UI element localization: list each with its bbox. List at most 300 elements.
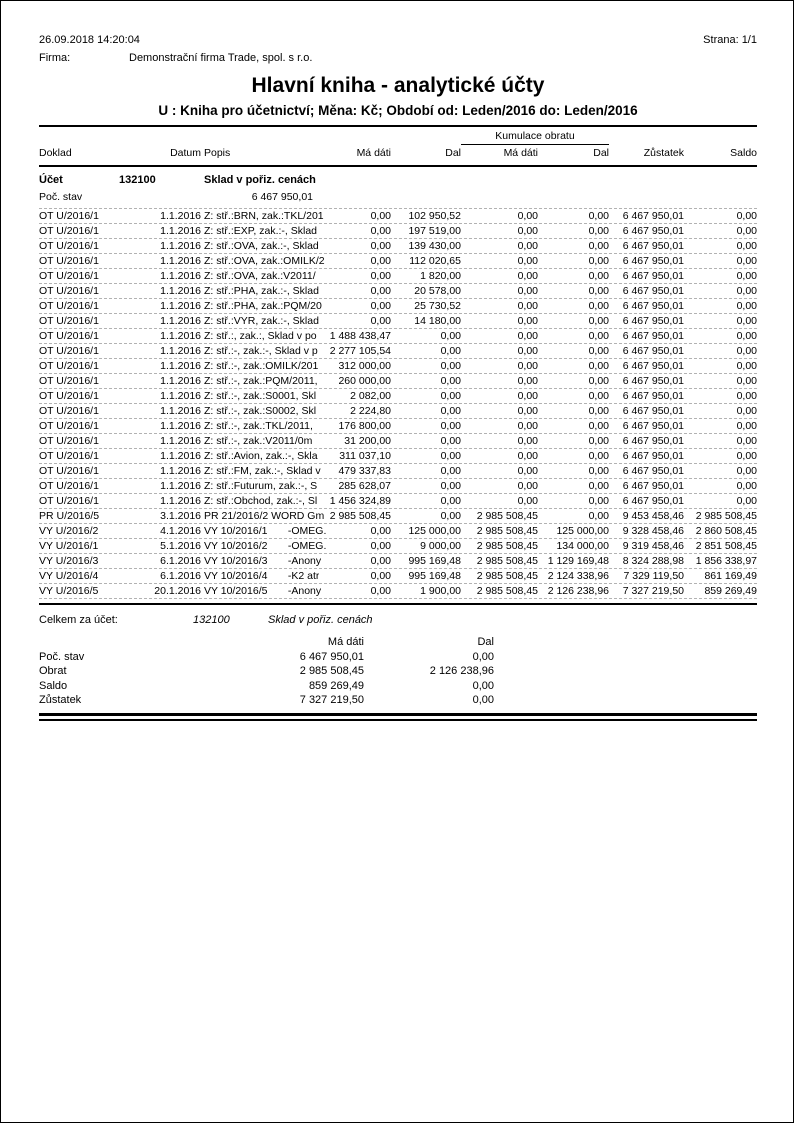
cell-popis: Z: stř.:-, zak.:S0001, Skl <box>204 390 317 402</box>
cell-popis-ma-dati-group <box>204 299 391 313</box>
cell-popis-ma-dati-group <box>204 344 391 358</box>
cell-ma-dati: 31 200,00 <box>344 435 391 447</box>
cell-kum-ma-dati: 0,00 <box>517 480 538 492</box>
cell-dal: 0,00 <box>440 345 461 357</box>
cell-popis-ma-dati-group <box>204 209 391 223</box>
table-row <box>39 254 757 269</box>
cell-popis-ma-dati-group <box>204 584 391 598</box>
cell-kum-dal: 0,00 <box>588 240 609 252</box>
cell-doklad: OT U/2016/1 <box>39 270 99 282</box>
cell-doklad: VY U/2016/2 <box>39 525 99 537</box>
cell-ma-dati: 479 337,83 <box>338 465 391 477</box>
summary-row-dal: 2 126 238,96 <box>429 665 494 677</box>
table-row <box>39 479 757 494</box>
cell-popis: Z: stř.:OVA, zak.:OMILK/2 <box>204 255 325 267</box>
cell-ma-dati: 0,00 <box>370 255 391 267</box>
cell-popis-ma-dati-group <box>204 419 391 433</box>
cell-kum-ma-dati: 2 985 508,45 <box>476 525 538 537</box>
cell-kum-ma-dati: 0,00 <box>517 255 538 267</box>
cell-saldo: 0,00 <box>736 480 757 492</box>
cell-dal: 0,00 <box>440 390 461 402</box>
cell-ma-dati: 2 985 508,45 <box>329 510 391 522</box>
cell-kum-dal: 0,00 <box>588 300 609 312</box>
cell-popis: Z: stř.:Futurum, zak.:-, S <box>204 480 318 492</box>
cell-popis-ma-dati-group <box>204 554 391 568</box>
cell-zustatek: 6 467 950,01 <box>622 405 684 417</box>
cell-kum-dal: 1 129 169,48 <box>547 555 609 567</box>
table-row <box>39 569 757 584</box>
table-row <box>39 389 757 404</box>
cell-ma-dati: 260 000,00 <box>338 375 391 387</box>
cell-doklad: OT U/2016/1 <box>39 420 99 432</box>
summary-row-dal: 0,00 <box>472 694 494 706</box>
table-row <box>39 299 757 314</box>
divider-under-headers <box>39 165 757 167</box>
cell-datum: 1.1.2016 <box>160 420 201 432</box>
cell-doklad: OT U/2016/1 <box>39 405 99 417</box>
cell-kum-ma-dati: 0,00 <box>517 270 538 282</box>
cell-zustatek: 6 467 950,01 <box>622 255 684 267</box>
cell-zustatek: 6 467 950,01 <box>622 480 684 492</box>
cell-kum-ma-dati: 0,00 <box>517 375 538 387</box>
cell-kum-ma-dati: 2 985 508,45 <box>476 540 538 552</box>
divider-bottom-double <box>39 713 757 721</box>
cell-dal: 0,00 <box>440 405 461 417</box>
cell-zustatek: 9 453 458,46 <box>622 510 684 522</box>
cell-datum: 3.1.2016 <box>160 510 201 522</box>
report-subtitle: U : Kniha pro účetnictví; Měna: Kč; Období od: Leden/2016 do: Leden/2016 <box>158 103 638 118</box>
cell-kum-ma-dati: 0,00 <box>517 495 538 507</box>
cell-zustatek: 6 467 950,01 <box>622 270 684 282</box>
cell-kum-ma-dati: 0,00 <box>517 225 538 237</box>
cell-ma-dati: 285 628,07 <box>338 480 391 492</box>
cell-saldo: 0,00 <box>736 315 757 327</box>
cell-doklad: OT U/2016/1 <box>39 210 99 222</box>
summary-row <box>39 664 757 679</box>
cell-ma-dati: 1 488 438,47 <box>329 330 391 342</box>
cell-dal: 0,00 <box>440 495 461 507</box>
cell-saldo: 0,00 <box>736 225 757 237</box>
table-row <box>39 464 757 479</box>
cell-doklad: OT U/2016/1 <box>39 240 99 252</box>
cell-kum-dal: 0,00 <box>588 450 609 462</box>
cell-datum: 1.1.2016 <box>160 330 201 342</box>
table-row <box>39 209 757 224</box>
cell-kum-dal: 0,00 <box>588 315 609 327</box>
cell-popis: Z: stř.:EXP, zak.:-, Sklad <box>204 225 318 237</box>
cell-saldo: 0,00 <box>736 285 757 297</box>
cell-dal: 0,00 <box>440 510 461 522</box>
cell-kum-dal: 0,00 <box>588 225 609 237</box>
cell-popis-ma-dati-group <box>204 479 391 493</box>
cell-doklad: OT U/2016/1 <box>39 255 99 267</box>
table-row <box>39 239 757 254</box>
table-row <box>39 584 757 599</box>
cell-doklad: OT U/2016/1 <box>39 285 99 297</box>
cell-saldo: 0,00 <box>736 495 757 507</box>
cell-popis: VY 10/2016/4 -K2 atr <box>204 570 320 582</box>
account-label: Účet <box>39 174 63 186</box>
cell-saldo: 0,00 <box>736 375 757 387</box>
cell-ma-dati: 2 082,00 <box>350 390 391 402</box>
cell-popis: Z: stř.:PHA, zak.:-, Sklad <box>204 285 319 297</box>
account-name: Sklad v pořiz. cenách <box>204 174 316 186</box>
summary-row <box>39 650 757 665</box>
cell-datum: 1.1.2016 <box>160 435 201 447</box>
cell-ma-dati: 0,00 <box>370 300 391 312</box>
cell-kum-dal: 134 000,00 <box>556 540 609 552</box>
firm-name: Demonstrační firma Trade, spol. s r.o. <box>129 52 313 64</box>
cell-kum-dal: 0,00 <box>588 390 609 402</box>
table-row <box>39 419 757 434</box>
cell-saldo: 2 860 508,45 <box>695 525 757 537</box>
cell-zustatek: 6 467 950,01 <box>622 375 684 387</box>
print-timestamp: 26.09.2018 14:20:04 <box>39 34 140 46</box>
cell-popis-ma-dati-group <box>204 239 391 253</box>
opening-balance-row <box>39 190 757 205</box>
cell-kum-dal: 125 000,00 <box>556 525 609 537</box>
table-row <box>39 524 757 539</box>
cell-zustatek: 6 467 950,01 <box>622 300 684 312</box>
cell-zustatek: 6 467 950,01 <box>622 240 684 252</box>
cell-popis-ma-dati-group <box>204 464 391 478</box>
cell-saldo: 0,00 <box>736 240 757 252</box>
cell-saldo: 0,00 <box>736 420 757 432</box>
cell-popis-ma-dati-group <box>204 374 391 388</box>
summary-rows <box>39 650 757 708</box>
group-header-spacer <box>39 129 461 145</box>
cell-popis-ma-dati-group <box>204 449 391 463</box>
cell-saldo: 0,00 <box>736 255 757 267</box>
cell-saldo: 2 985 508,45 <box>695 510 757 522</box>
cell-dal: 1 820,00 <box>420 270 461 282</box>
cell-datum: 1.1.2016 <box>160 375 201 387</box>
col-header-popis: Popis <box>204 147 231 159</box>
cell-ma-dati: 176 800,00 <box>338 420 391 432</box>
cell-datum: 1.1.2016 <box>160 315 201 327</box>
cell-doklad: OT U/2016/1 <box>39 390 99 402</box>
account-row <box>39 173 757 188</box>
cell-zustatek: 6 467 950,01 <box>622 435 684 447</box>
cell-dal: 112 020,65 <box>409 255 461 267</box>
cell-kum-ma-dati: 2 985 508,45 <box>476 585 538 597</box>
summary-row-ma-dati: 859 269,49 <box>308 679 364 692</box>
report-meta-row <box>39 33 757 48</box>
col-header-ma-dati: Má dáti <box>356 147 391 159</box>
summary-header-row <box>39 635 757 650</box>
cell-popis: Z: stř.:VYR, zak.:-, Sklad <box>204 315 319 327</box>
cell-zustatek: 6 467 950,01 <box>622 210 684 222</box>
table-row <box>39 374 757 389</box>
cell-datum: 1.1.2016 <box>160 285 201 297</box>
opening-balance-label: Poč. stav <box>39 191 83 203</box>
cell-kum-ma-dati: 2 985 508,45 <box>476 510 538 522</box>
cell-zustatek: 9 328 458,46 <box>622 525 684 537</box>
cell-ma-dati: 0,00 <box>370 210 391 222</box>
cell-doklad: OT U/2016/1 <box>39 345 99 357</box>
summary-row-ma-dati: 7 327 219,50 <box>299 694 364 706</box>
cell-popis: Z: stř.:Obchod, zak.:-, Sl <box>204 495 318 507</box>
summary-row-dal: 0,00 <box>472 679 494 692</box>
cell-datum: 6.1.2016 <box>160 570 201 582</box>
cell-saldo: 0,00 <box>736 450 757 462</box>
cell-dal: 995 169,48 <box>408 555 461 567</box>
col-header-group <box>204 146 391 162</box>
table-row <box>39 449 757 464</box>
cell-popis-ma-dati-group <box>204 314 391 328</box>
cell-kum-dal: 0,00 <box>588 510 609 522</box>
cell-doklad: OT U/2016/1 <box>39 435 99 447</box>
cell-dal: 125 000,00 <box>408 525 461 537</box>
table-row <box>39 269 757 284</box>
cell-dal: 14 180,00 <box>414 315 461 327</box>
cell-kum-ma-dati: 0,00 <box>517 405 538 417</box>
cell-kum-dal: 0,00 <box>588 405 609 417</box>
cell-zustatek: 6 467 950,01 <box>622 465 684 477</box>
table-row <box>39 509 757 524</box>
cell-kum-dal: 0,00 <box>588 480 609 492</box>
cell-datum: 1.1.2016 <box>160 210 201 222</box>
cell-popis: PR 21/2016/2 WORD Gm <box>204 510 325 522</box>
table-row <box>39 284 757 299</box>
cell-popis: Z: stř.:FM, zak.:-, Sklad v <box>204 465 321 477</box>
cell-datum: 1.1.2016 <box>160 405 201 417</box>
cell-kum-ma-dati: 2 985 508,45 <box>476 570 538 582</box>
table-row <box>39 404 757 419</box>
cell-saldo: 0,00 <box>736 300 757 312</box>
cell-dal: 0,00 <box>440 450 461 462</box>
cell-kum-ma-dati: 0,00 <box>517 330 538 342</box>
cell-zustatek: 6 467 950,01 <box>622 360 684 372</box>
cell-kum-dal: 0,00 <box>588 435 609 447</box>
col-header-kum-dal: Dal <box>593 147 609 159</box>
cell-popis: Z: stř.:PHA, zak.:PQM/20 <box>204 300 322 312</box>
col-header-doklad: Doklad <box>39 147 72 159</box>
cell-kum-dal: 2 126 238,96 <box>547 585 609 597</box>
cell-kum-dal: 0,00 <box>588 210 609 222</box>
cell-popis-ma-dati-group <box>204 389 391 403</box>
cell-kum-dal: 0,00 <box>588 255 609 267</box>
cell-dal: 139 430,00 <box>408 240 461 252</box>
cell-datum: 1.1.2016 <box>160 270 201 282</box>
summary-row-dal: 0,00 <box>472 650 494 663</box>
cell-dal: 0,00 <box>440 360 461 372</box>
cell-dal: 0,00 <box>440 465 461 477</box>
page-number: Strana: 1/1 <box>703 34 757 46</box>
cell-zustatek: 7 327 219,50 <box>622 585 684 597</box>
cell-saldo: 2 851 508,45 <box>695 540 757 552</box>
cell-popis: VY 10/2016/5 -Anony <box>204 585 322 597</box>
cell-popis: VY 10/2016/2 -OMEG. <box>204 540 327 552</box>
cell-saldo: 0,00 <box>736 405 757 417</box>
cell-doklad: OT U/2016/1 <box>39 465 99 477</box>
cell-saldo: 0,00 <box>736 330 757 342</box>
summary-row-label: Zůstatek <box>39 694 82 706</box>
cell-doklad: PR U/2016/5 <box>39 510 100 522</box>
cell-datum: 1.1.2016 <box>160 345 201 357</box>
cell-kum-ma-dati: 0,00 <box>517 240 538 252</box>
cell-kum-ma-dati: 0,00 <box>517 435 538 447</box>
cell-doklad: VY U/2016/3 <box>39 555 99 567</box>
cell-datum: 5.1.2016 <box>160 540 201 552</box>
cell-zustatek: 7 329 119,50 <box>623 570 684 582</box>
cell-saldo: 0,00 <box>736 270 757 282</box>
firm-label: Firma: <box>39 52 71 64</box>
cell-dal: 1 900,00 <box>420 585 461 597</box>
cell-doklad: OT U/2016/1 <box>39 480 99 492</box>
cell-doklad: OT U/2016/1 <box>39 495 99 507</box>
cell-popis: Z: stř.:-, zak.:TKL/2011, <box>204 420 313 432</box>
summary-row-ma-dati: 2 985 508,45 <box>299 665 364 677</box>
cell-doklad: VY U/2016/4 <box>39 570 99 582</box>
cell-doklad: OT U/2016/1 <box>39 360 99 372</box>
group-header-row <box>39 129 757 145</box>
cell-popis: Z: stř.:OVA, zak.:V2011/ <box>204 270 316 282</box>
cell-popis: Z: stř.:Avion, zak.:-, Skla <box>204 450 318 462</box>
cell-datum: 1.1.2016 <box>160 390 201 402</box>
divider-above-summary <box>39 603 757 605</box>
group-header-kumulace: Kumulace obratu <box>461 129 609 145</box>
cell-doklad: OT U/2016/1 <box>39 300 99 312</box>
cell-kum-dal: 2 124 338,96 <box>547 570 609 582</box>
cell-datum: 1.1.2016 <box>160 255 201 267</box>
cell-doklad: VY U/2016/5 <box>39 585 99 597</box>
summary-row-label: Poč. stav <box>39 650 85 663</box>
cell-ma-dati: 0,00 <box>370 525 391 537</box>
cell-popis-ma-dati-group <box>204 434 391 448</box>
cell-dal: 0,00 <box>440 435 461 447</box>
col-header-dal: Dal <box>445 147 461 159</box>
cell-ma-dati: 0,00 <box>370 240 391 252</box>
cell-datum: 1.1.2016 <box>160 480 201 492</box>
cell-kum-dal: 0,00 <box>588 465 609 477</box>
col-header-saldo: Saldo <box>730 147 757 159</box>
cell-kum-dal: 0,00 <box>588 360 609 372</box>
cell-kum-ma-dati: 0,00 <box>517 300 538 312</box>
cell-datum: 1.1.2016 <box>160 240 201 252</box>
cell-popis-ma-dati-group <box>204 569 391 583</box>
cell-popis-ma-dati-group <box>204 524 391 538</box>
cell-datum: 1.1.2016 <box>160 495 201 507</box>
cell-zustatek: 6 467 950,01 <box>622 330 684 342</box>
cell-saldo: 0,00 <box>736 435 757 447</box>
cell-ma-dati: 1 456 324,89 <box>329 495 391 507</box>
cell-dal: 995 169,48 <box>408 570 461 582</box>
cell-kum-ma-dati: 0,00 <box>517 390 538 402</box>
cell-dal: 25 730,52 <box>414 300 461 312</box>
summary-col-dal: Dal <box>477 636 494 648</box>
summary-row-ma-dati: 6 467 950,01 <box>299 650 364 663</box>
cell-kum-ma-dati: 2 985 508,45 <box>476 555 538 567</box>
cell-saldo: 0,00 <box>736 345 757 357</box>
firm-row <box>39 51 757 66</box>
cell-popis-ma-dati-group <box>204 404 391 418</box>
cell-kum-ma-dati: 0,00 <box>517 450 538 462</box>
cell-kum-dal: 0,00 <box>588 270 609 282</box>
cell-ma-dati: 2 224,80 <box>350 405 391 417</box>
cell-dal: 102 950,52 <box>408 210 461 222</box>
cell-popis-ma-dati-group <box>204 539 391 553</box>
cell-datum: 1.1.2016 <box>160 465 201 477</box>
cell-saldo: 0,00 <box>736 210 757 222</box>
cell-kum-ma-dati: 0,00 <box>517 210 538 222</box>
summary-header-spacer <box>39 635 193 650</box>
cell-popis: Z: stř.:-, zak.:V2011/0m <box>204 435 313 447</box>
cell-kum-dal: 0,00 <box>588 375 609 387</box>
cell-dal: 0,00 <box>440 375 461 387</box>
cell-popis-ma-dati-group <box>204 494 391 508</box>
cell-ma-dati: 0,00 <box>370 540 391 552</box>
cell-ma-dati: 312 000,00 <box>338 360 391 372</box>
cell-saldo: 861 169,49 <box>704 570 757 582</box>
cell-ma-dati: 0,00 <box>370 570 391 582</box>
table-row <box>39 494 757 509</box>
cell-zustatek: 6 467 950,01 <box>622 450 684 462</box>
cell-ma-dati: 0,00 <box>370 270 391 282</box>
cell-ma-dati: 0,00 <box>370 285 391 297</box>
summary-account-name: Sklad v pořiz. cenách <box>268 614 373 626</box>
col-header-kum-ma-dati: Má dáti <box>503 147 538 159</box>
cell-popis: Z: stř.:-, zak.:OMILK/201 <box>204 360 319 372</box>
cell-popis-ma-dati-group <box>204 269 391 283</box>
cell-popis-ma-dati-group <box>204 329 391 343</box>
cell-kum-ma-dati: 0,00 <box>517 285 538 297</box>
cell-dal: 0,00 <box>440 420 461 432</box>
cell-ma-dati: 311 037,10 <box>339 450 391 462</box>
cell-doklad: OT U/2016/1 <box>39 225 99 237</box>
account-number: 132100 <box>119 174 156 186</box>
cell-saldo: 0,00 <box>736 465 757 477</box>
cell-ma-dati: 0,00 <box>370 225 391 237</box>
cell-zustatek: 6 467 950,01 <box>622 285 684 297</box>
cell-popis: Z: stř.:-, zak.:PQM/2011, <box>204 375 318 387</box>
cell-kum-dal: 0,00 <box>588 495 609 507</box>
cell-zustatek: 6 467 950,01 <box>622 345 684 357</box>
summary-label: Celkem za účet: <box>39 614 118 626</box>
summary-title-row <box>39 613 757 628</box>
divider-top <box>39 125 757 127</box>
cell-popis-ma-dati-group <box>204 254 391 268</box>
cell-doklad: OT U/2016/1 <box>39 315 99 327</box>
cell-datum: 4.1.2016 <box>160 525 201 537</box>
table-row <box>39 434 757 449</box>
cell-kum-ma-dati: 0,00 <box>517 345 538 357</box>
col-header-datum: Datum <box>170 147 201 159</box>
summary-row-label: Obrat <box>39 665 67 677</box>
cell-saldo: 1 856 338,97 <box>695 555 757 567</box>
cell-popis: VY 10/2016/3 -Anony <box>204 555 322 567</box>
cell-kum-dal: 0,00 <box>588 285 609 297</box>
cell-popis: Z: stř.:OVA, zak.:-, Sklad <box>204 240 319 252</box>
ledger-rows <box>39 208 757 599</box>
cell-popis: Z: stř.:BRN, zak.:TKL/201 <box>204 210 324 222</box>
cell-doklad: VY U/2016/1 <box>39 540 99 552</box>
table-row <box>39 539 757 554</box>
cell-datum: 1.1.2016 <box>160 300 201 312</box>
cell-zustatek: 6 467 950,01 <box>622 390 684 402</box>
cell-popis: VY 10/2016/1 -OMEG. <box>204 525 327 537</box>
cell-popis-ma-dati-group <box>204 224 391 238</box>
cell-ma-dati: 0,00 <box>370 585 391 597</box>
cell-dal: 0,00 <box>440 480 461 492</box>
cell-zustatek: 6 467 950,01 <box>622 315 684 327</box>
cell-popis: Z: stř.:-, zak.:-, Sklad v p <box>204 345 318 357</box>
table-row <box>39 344 757 359</box>
cell-saldo: 0,00 <box>736 390 757 402</box>
cell-ma-dati: 0,00 <box>370 315 391 327</box>
summary-row <box>39 693 757 708</box>
summary-row <box>39 679 757 694</box>
